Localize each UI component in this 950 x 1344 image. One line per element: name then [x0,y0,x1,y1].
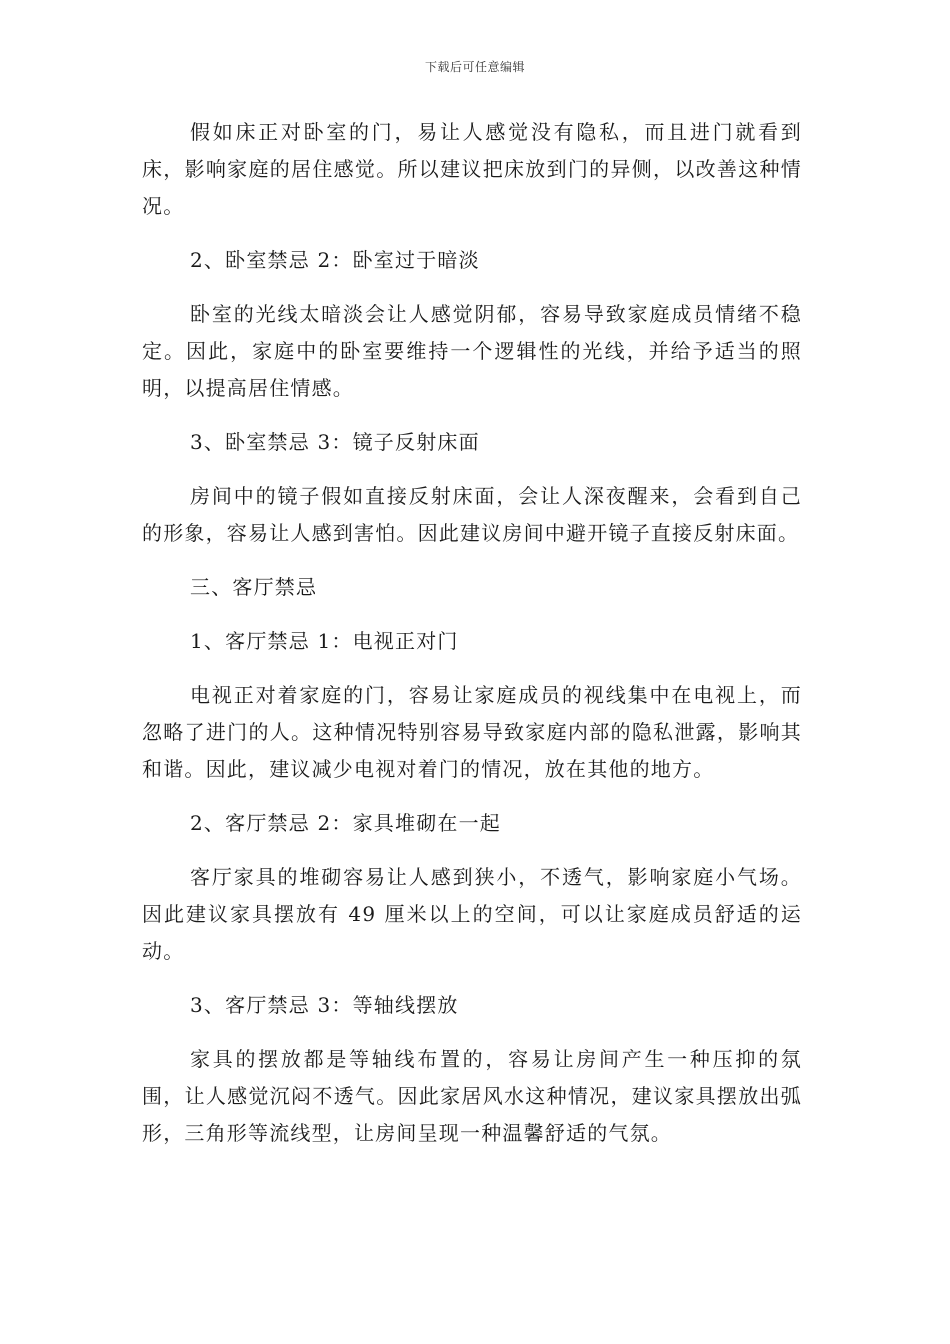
section-heading-living-taboo-3: 3、客厅禁忌 3：等轴线摆放 [190,993,459,1017]
paragraph-furniture-piled: 客厅家具的堆砌容易让人感到狭小，不透气，影响家庭小气场。因此建议家具摆放有 49 厘米以上的空间，可以让家庭成员舒适的运动。 [142,865,802,963]
paragraph-bed-facing-door: 假如床正对卧室的门，易让人感觉没有隐私，而且进门就看到床，影响家庭的居住感觉。所以建议把床放到门的异侧，以改善这种情况。 [142,120,802,218]
header-note: 下载后可任意编辑 [424,60,525,74]
section-heading-bedroom-taboo-3: 3、卧室禁忌 3：镜子反射床面 [190,430,480,454]
section-heading-living-taboo-1: 1、客厅禁忌 1：电视正对门 [190,629,459,653]
paragraph-axis-arrangement: 家具的摆放都是等轴线布置的，容易让房间产生一种压抑的氛围，让人感觉沉闷不透气。因此家居风水这种情况，建议家具摆放出弧形，三角形等流线型，让房间呈现一种温馨舒适的气氛。 [142,1047,802,1145]
paragraph-bedroom-dim-light: 卧室的光线太暗淡会让人感觉阴郁，容易导致家庭成员情绪不稳定。因此，家庭中的卧室要维持一个逻辑性的光线，并给予适当的照明，以提高居住情感。 [142,302,802,400]
paragraph-mirror-reflect-bed: 房间中的镜子假如直接反射床面，会让人深夜醒来，会看到自己的形象，容易让人感到害怕。因此建议房间中避开镜子直接反射床面。 [142,484,802,545]
section-heading-living-taboo-2: 2、客厅禁忌 2：家具堆砌在一起 [190,811,502,835]
document-body [142,114,802,1169]
section-heading-bedroom-taboo-2: 2、卧室禁忌 2：卧室过于暗淡 [190,248,480,272]
paragraph-tv-facing-door: 电视正对着家庭的门，容易让家庭成员的视线集中在电视上，而忽略了进门的人。这种情况特别容易导致家庭内部的隐私泄露，影响其和谐。因此，建议减少电视对着门的情况，放在其他的地方。 [142,683,802,781]
chapter-heading-living-room: 三、客厅禁忌 [190,575,318,599]
